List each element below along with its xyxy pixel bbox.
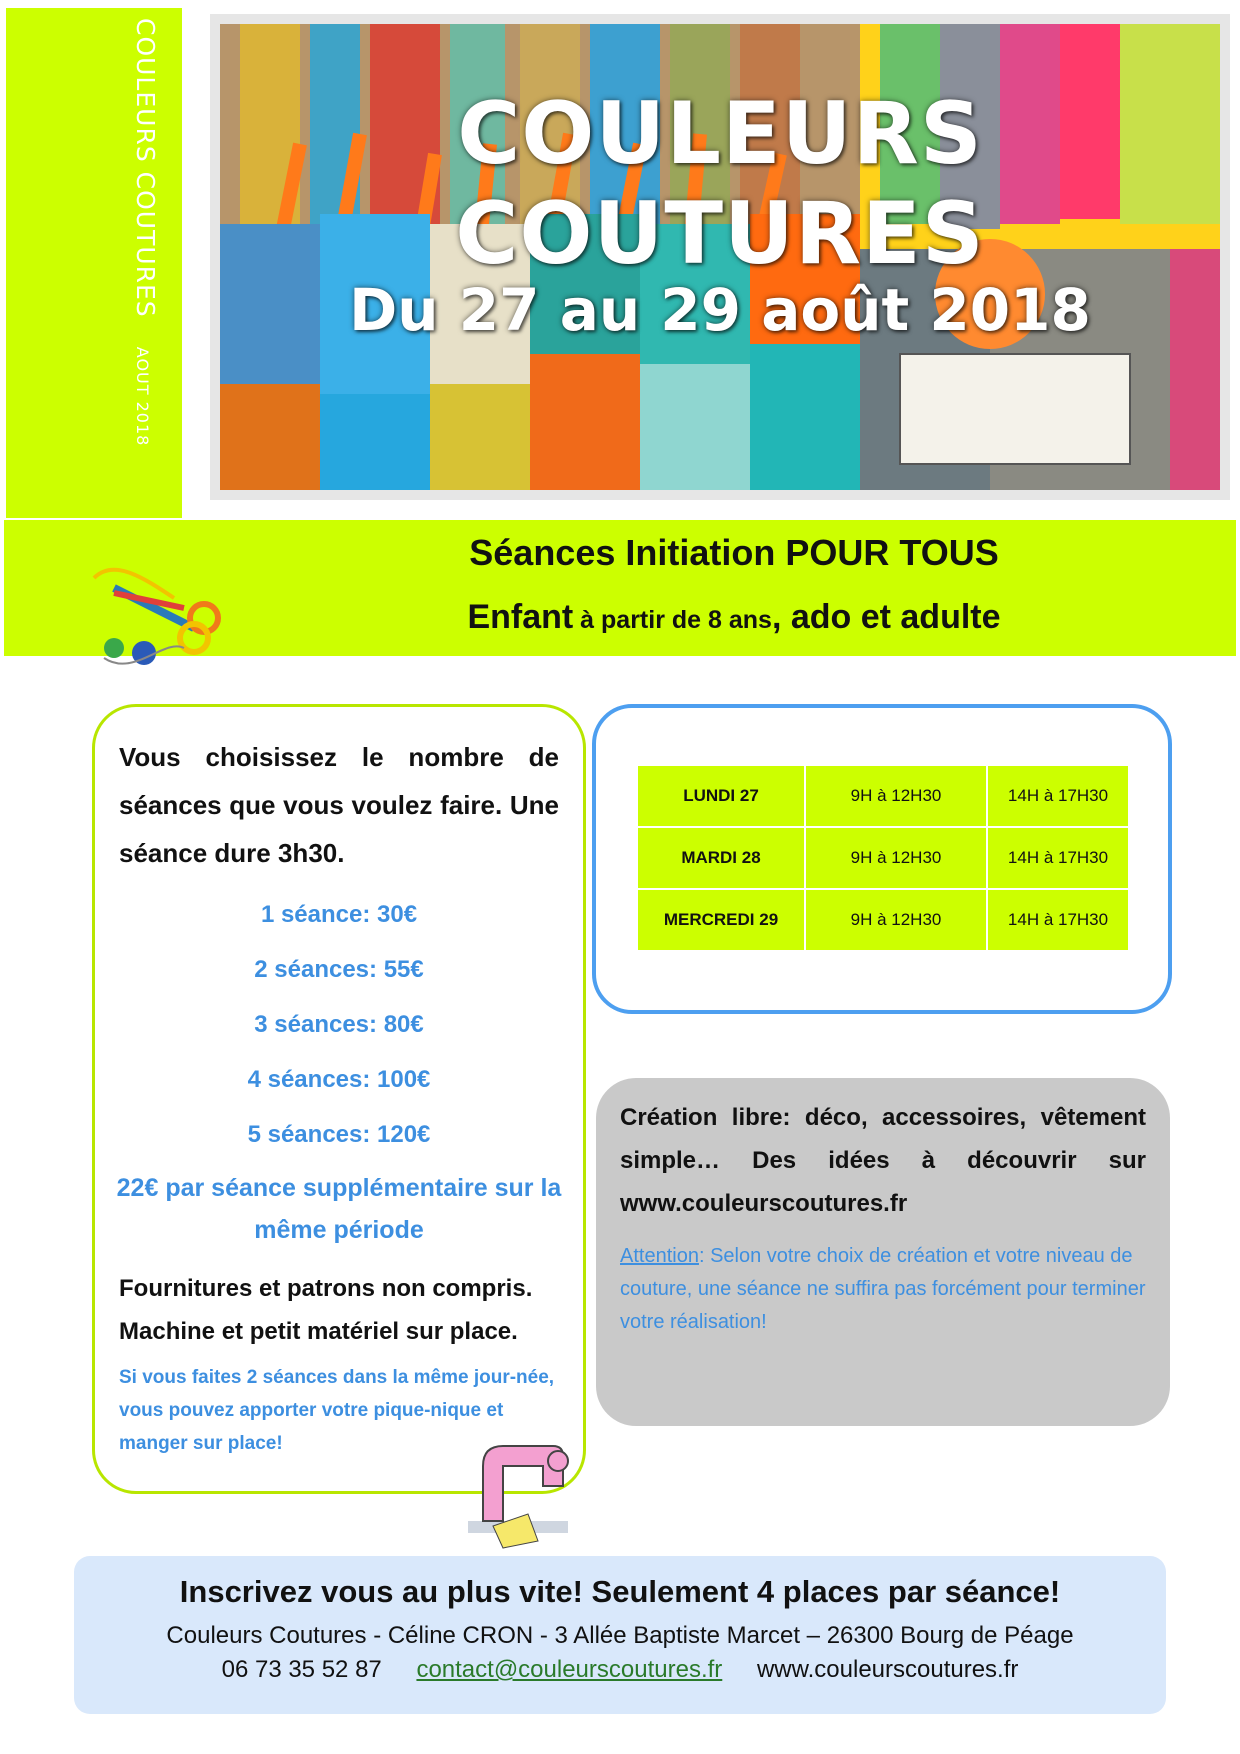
side-title: COULEURS COUTURES (131, 18, 160, 318)
attention-text: : Selon votre choix de création et votre niveau de couture, une séance ne suffira pas forcément pour terminer votre réalisation! (620, 1245, 1146, 1333)
pricing-panel (92, 704, 586, 1494)
schedule-day: MERCREDI 29 (638, 890, 804, 950)
creation-text: Création libre: déco, accessoires, vêtement simple… Des idées à découvrir sur www.couleurscoutures.fr (620, 1104, 1146, 1217)
schedule-day: LUNDI 27 (638, 766, 804, 826)
schedule-afternoon: 14H à 17H30 (988, 766, 1128, 826)
schedule-afternoon: 14H à 17H30 (988, 890, 1128, 950)
attention-note (620, 1240, 1148, 1339)
schedule-morning: 9H à 12H30 (806, 828, 986, 888)
price-line: 1 séance: 30€ (260, 901, 418, 928)
schedule-morning: 9H à 12H30 (806, 766, 986, 826)
banner-sub-a: Enfant (467, 598, 574, 636)
footer-contact (74, 1556, 1166, 1714)
attention-label: Attention (620, 1245, 699, 1267)
scissors-thread-icon (74, 538, 234, 678)
footer-email-link[interactable]: contact@couleurscoutures.fr (416, 1656, 723, 1683)
schedule-panel (592, 704, 1172, 1014)
schedule-morning: 9H à 12H30 (806, 890, 986, 950)
footer-address: Couleurs Coutures - Céline CRON - 3 Allée Baptiste Marcet – 26300 Bourg de Péage (166, 1622, 1074, 1649)
schedule-afternoon: 14H à 17H30 (988, 828, 1128, 888)
side-date: AOUT 2018 (133, 346, 152, 447)
schedule-table (636, 764, 1130, 952)
banner-sub-c: , ado et adulte (771, 598, 1001, 636)
footer-contact-line (74, 1656, 1166, 1684)
banner-title: Séances Initiation POUR TOUS (469, 532, 999, 573)
sewing-machine-icon (458, 1426, 580, 1552)
hero-title: COULEURS COUTURES (455, 84, 985, 284)
banner-subtitle (304, 598, 1164, 637)
price-list (95, 887, 583, 1162)
side-vertical-text (131, 18, 160, 446)
schedule-day: MARDI 28 (638, 828, 804, 888)
schedule-row (638, 766, 1128, 826)
price-line: 3 séances: 80€ (254, 1011, 424, 1038)
schedule-row (638, 828, 1128, 888)
supplies-line-2: Machine et petit matériel sur place. (119, 1318, 518, 1345)
footer-title: Inscrivez vous au plus vite! Seulement 4 places par séance! (179, 1574, 1061, 1609)
price-line: 2 séances: 55€ (254, 956, 424, 983)
picnic-note: Si vous faites 2 séances dans la même jour-née, vous pouvez apporter votre pique-nique et manger sur place! (119, 1367, 555, 1454)
hero-date: Du 27 au 29 août 2018 (349, 276, 1091, 344)
supplies-note (119, 1267, 573, 1353)
footer-website: www.couleurscoutures.fr (756, 1656, 1019, 1683)
price-line: 5 séances: 120€ (247, 1121, 431, 1148)
banner-sub-b: à partir de 8 ans (573, 606, 772, 634)
price-line: 4 séances: 100€ (247, 1066, 431, 1093)
schedule-row (638, 890, 1128, 950)
hero-photo-frame (210, 14, 1230, 500)
extra-session-price: 22€ par séance supplémentaire sur la même période (116, 1174, 562, 1244)
supplies-line-1: Fournitures et patrons non compris. (119, 1275, 533, 1302)
footer-phone: 06 73 35 52 87 (221, 1656, 382, 1683)
pricing-intro: Vous choisissez le nombre de séances que vous voulez faire. Une séance dure 3h30. (119, 742, 559, 868)
creation-panel (596, 1078, 1170, 1426)
